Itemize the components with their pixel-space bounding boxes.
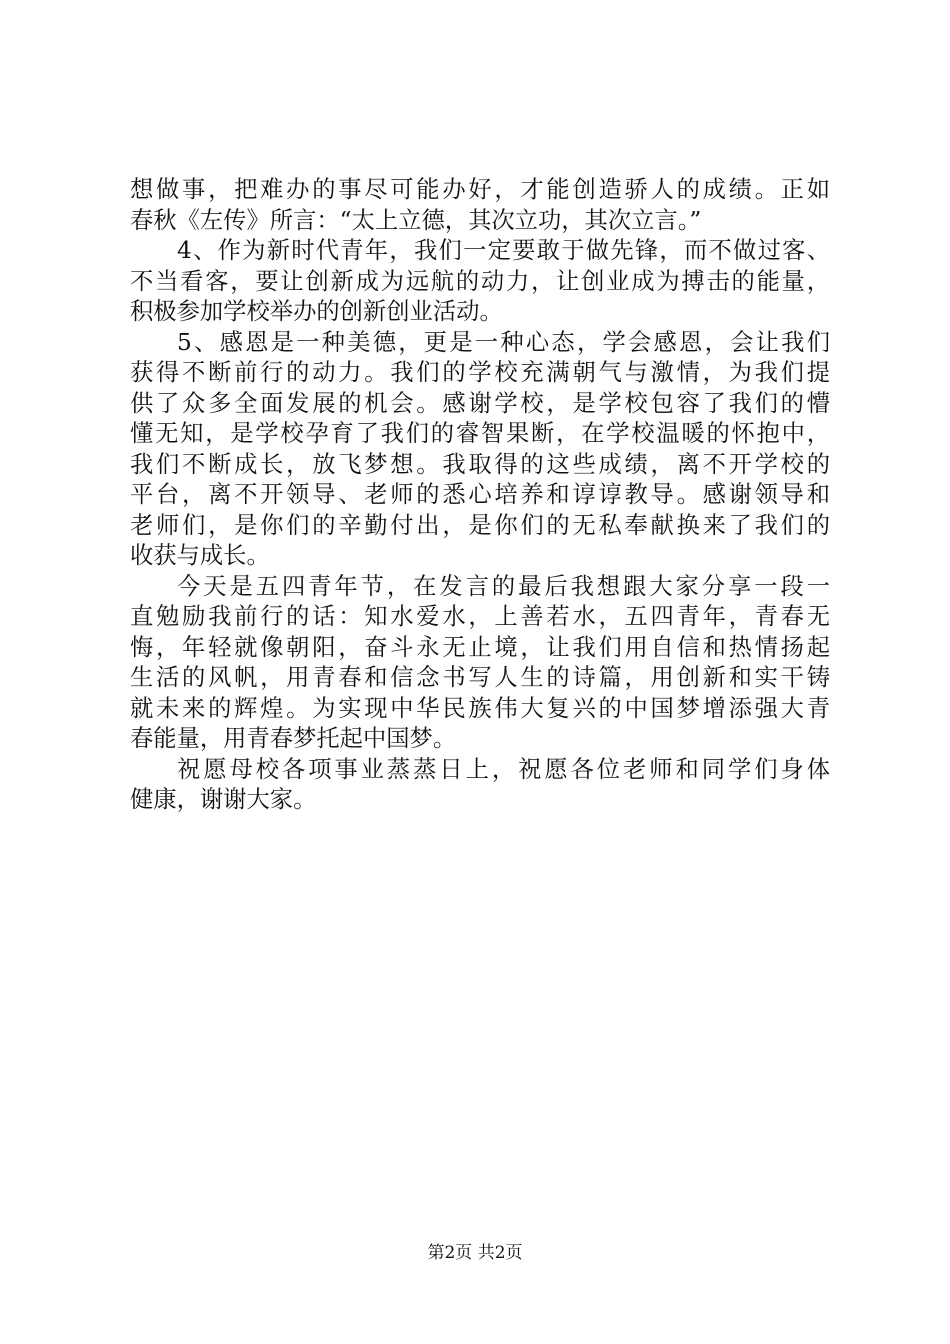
text-line: 5、感恩是一种美德，更是一种心态，学会感恩，会让我们 bbox=[177, 328, 830, 356]
text-line: 积极参加学校举办的创新创业活动。 bbox=[130, 298, 503, 325]
document-body bbox=[130, 175, 830, 816]
text-line: 获得不断前行的动力。我们的学校充满朝气与激情，为我们提 bbox=[130, 359, 830, 386]
text-line: 今天是五四青年节，在发言的最后我想跟大家分享一段一 bbox=[177, 572, 830, 600]
text-line: 悔，年轻就像朝阳，奋斗永无止境，让我们用自信和热情扬起 bbox=[130, 633, 830, 661]
text-line: 就未来的辉煌。为实现中华民族伟大复兴的中国梦增添强大青 bbox=[130, 694, 830, 722]
text-line: 收获与成长。 bbox=[130, 542, 270, 569]
text-line: 供了众多全面发展的机会。感谢学校，是学校包容了我们的懵 bbox=[130, 389, 830, 417]
text-line: 4、作为新时代青年，我们一定要敢于做先锋，而不做过客、 bbox=[177, 237, 830, 264]
text-line: 生活的风帆，用青春和信念书写人生的诗篇，用创新和实干铸 bbox=[130, 664, 830, 691]
text-line: 平台，离不开领导、老师的悉心培养和谆谆教导。感谢领导和 bbox=[130, 481, 830, 508]
text-line: 老师们，是你们的辛勤付出，是你们的无私奉献换来了我们的 bbox=[130, 511, 830, 539]
text-line: 懂无知，是学校孕育了我们的睿智果断，在学校温暖的怀抱中， bbox=[130, 420, 830, 447]
text-line: 祝愿母校各项事业蒸蒸日上，祝愿各位老师和同学们身体 bbox=[177, 755, 830, 783]
page-footer: 第2页 共2页 bbox=[427, 1243, 523, 1263]
text-line: 春秋《左传》所言：“太上立德，其次立功，其次立言。” bbox=[130, 206, 702, 234]
text-line: 直勉励我前行的话：知水爱水，上善若水，五四青年，青春无 bbox=[130, 603, 830, 630]
text-line: 我们不断成长，放飞梦想。我取得的这些成绩，离不开学校的 bbox=[130, 450, 830, 478]
text-line: 想做事，把难办的事尽可能办好，才能创造骄人的成绩。正如 bbox=[130, 176, 830, 203]
text-line: 健康，谢谢大家。 bbox=[130, 786, 317, 813]
text-line: 不当看客，要让创新成为远航的动力，让创业成为搏击的能量， bbox=[130, 267, 830, 295]
text-line: 春能量，用青春梦托起中国梦。 bbox=[130, 725, 457, 752]
